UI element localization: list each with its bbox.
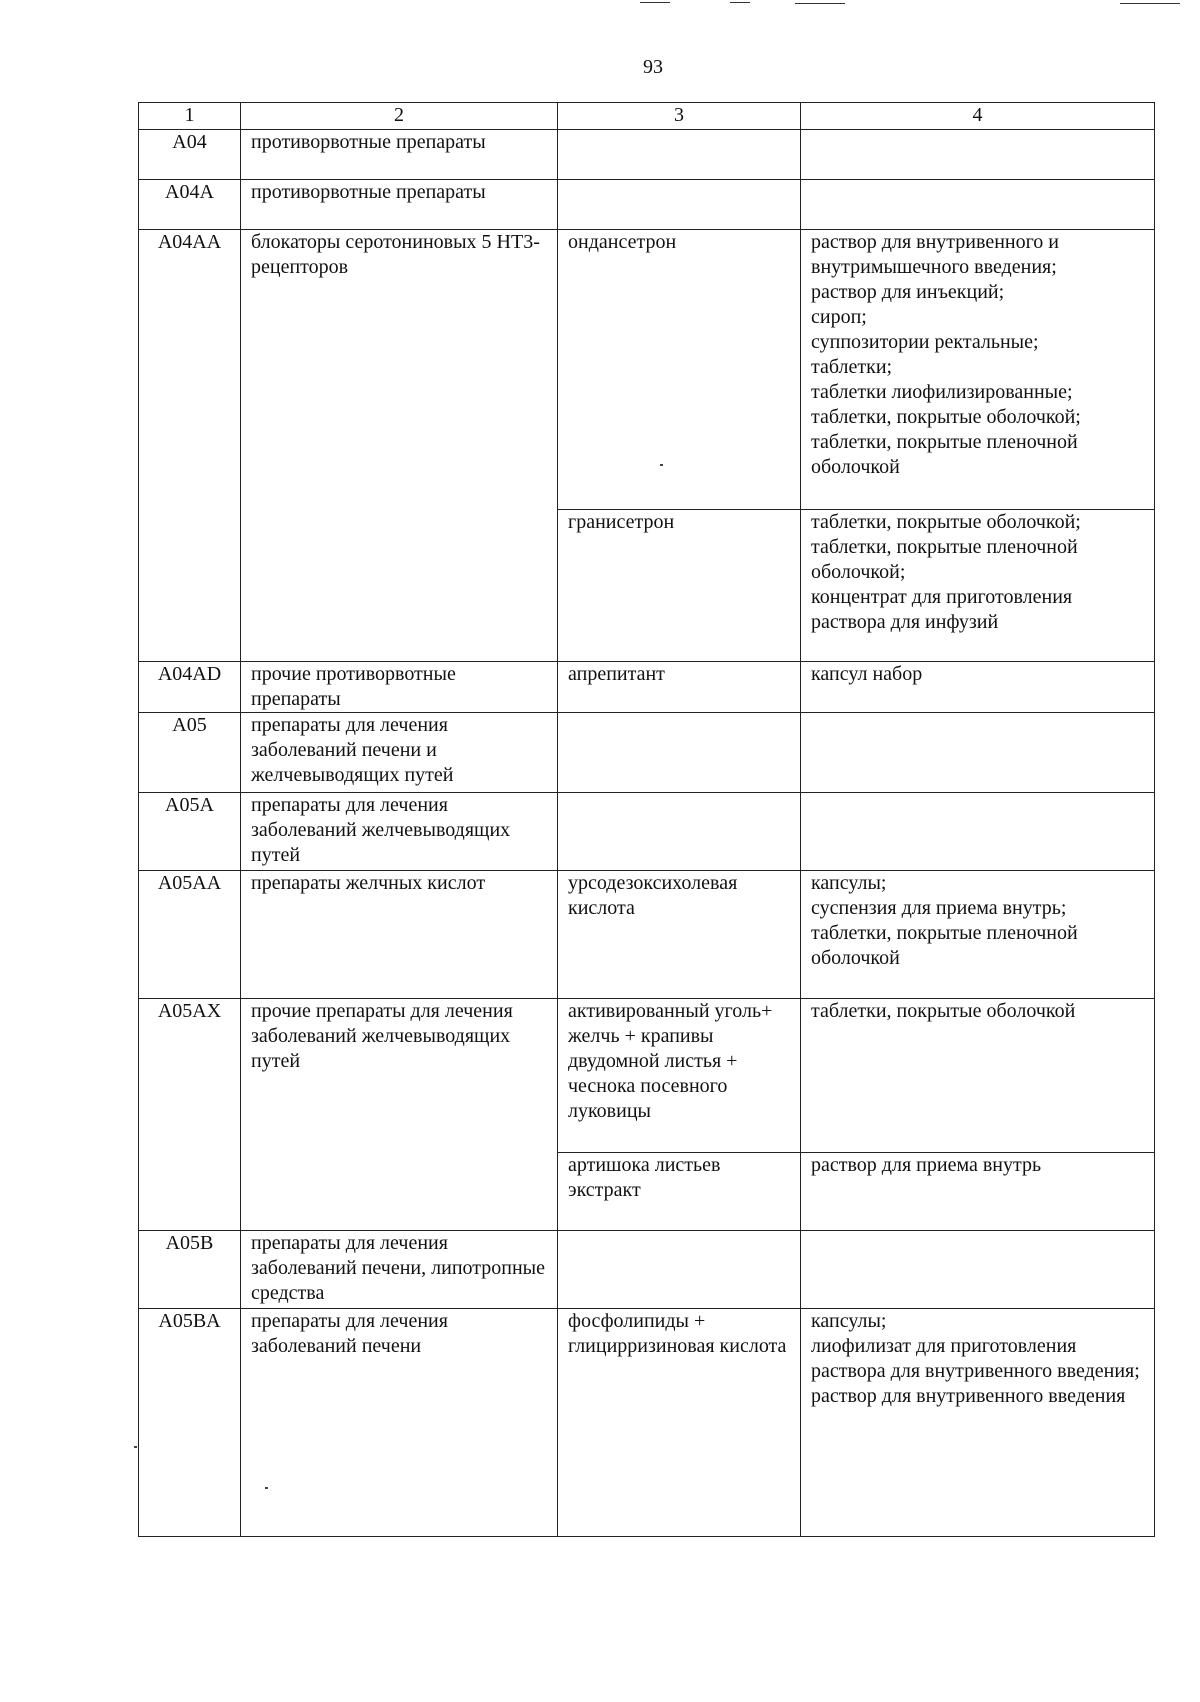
dosage-forms-cell [801, 871, 1155, 999]
group-name-cell: препараты для лечения заболеваний печени [241, 1309, 558, 1537]
dosage-form: лиофилизат для приготовления раствора для внутривенного введения; [811, 1335, 1140, 1382]
group-name-cell: препараты для лечения заболеваний желчевыводящих путей [241, 793, 558, 871]
dosage-form: таблетки, покрытые пленочной оболочкой; [811, 536, 1078, 583]
group-name-cell: препараты для лечения заболеваний печени, липотропные средства [241, 1231, 558, 1309]
drug-name-cell: урсодезоксихолевая кислота [558, 871, 801, 999]
table-row [139, 180, 1155, 230]
dosage-forms-cell [801, 1231, 1155, 1309]
group-name-cell: противорвотные препараты [241, 180, 558, 230]
scan-artifact [640, 2, 670, 3]
atc-code-cell: A04AA [139, 230, 241, 662]
dosage-form: таблетки, покрытые оболочкой; [811, 511, 1081, 533]
table-body [139, 130, 1155, 1537]
dosage-form: раствор для инъекций; [811, 281, 1005, 303]
dosage-forms-cell [801, 510, 1155, 662]
group-name-cell: прочие противорвотные препараты [241, 662, 558, 713]
drug-name-cell [558, 713, 801, 793]
scan-artifact [265, 1487, 268, 1489]
group-name-cell: препараты желчных кислот [241, 871, 558, 999]
dosage-forms-cell [801, 1153, 1155, 1231]
dosage-form: таблетки, покрытые пленочной оболочкой [811, 431, 1078, 478]
atc-code-cell: A05 [139, 713, 241, 793]
atc-code-cell: A05AX [139, 999, 241, 1231]
dosage-form: капсулы; [811, 872, 887, 894]
table-row [139, 999, 1155, 1153]
drug-name-cell: активированный уголь+ желчь + крапивы двудомной листья + чеснока посевного луковицы [558, 999, 801, 1153]
table-row [139, 793, 1155, 871]
table-row [139, 230, 1155, 510]
atc-code-cell: A04 [139, 130, 241, 180]
dosage-form: таблетки лиофилизированные; [811, 381, 1073, 403]
dosage-form: капсул набор [811, 663, 923, 685]
dosage-forms-cell [801, 130, 1155, 180]
table-row [139, 662, 1155, 713]
drug-name-cell [558, 180, 801, 230]
drug-name-cell [558, 1231, 801, 1309]
column-header: 4 [801, 103, 1155, 130]
scan-artifact [795, 3, 845, 4]
dosage-forms-cell [801, 1309, 1155, 1537]
drug-name-cell: гранисетрон [558, 510, 801, 662]
dosage-forms-cell [801, 713, 1155, 793]
column-header: 1 [139, 103, 241, 130]
table-row [139, 130, 1155, 180]
dosage-form: таблетки, покрытые пленочной оболочкой [811, 922, 1078, 969]
column-header: 2 [241, 103, 558, 130]
atc-code-cell: A05A [139, 793, 241, 871]
dosage-forms-cell [801, 662, 1155, 713]
drug-name-cell: ондансетрон [558, 230, 801, 510]
dosage-form: капсулы; [811, 1310, 887, 1332]
dosage-form: сироп; [811, 306, 867, 328]
atc-code-cell: A05AA [139, 871, 241, 999]
scan-artifact [1120, 3, 1180, 4]
dosage-forms-cell [801, 793, 1155, 871]
dosage-form: таблетки, покрытые оболочкой [811, 1000, 1076, 1022]
drug-name-cell [558, 793, 801, 871]
table-row [139, 1309, 1155, 1537]
header-row [139, 103, 1155, 130]
dosage-forms-cell [801, 230, 1155, 510]
group-name-cell: прочие препараты для лечения заболеваний желчевыводящих путей [241, 999, 558, 1231]
dosage-form: раствор для внутривенного и внутримышечного введения; [811, 231, 1060, 278]
dosage-form: раствор для внутривенного введения [811, 1385, 1126, 1407]
dosage-form: таблетки, покрытые оболочкой; [811, 406, 1081, 428]
group-name-cell: препараты для лечения заболеваний печени и желчевыводящих путей [241, 713, 558, 793]
table-row [139, 713, 1155, 793]
page-number: 93 [643, 56, 663, 78]
dosage-form: суспензия для приема внутрь; [811, 897, 1067, 919]
drug-name-cell [558, 130, 801, 180]
table-row [139, 871, 1155, 999]
table-row [139, 1231, 1155, 1309]
drug-name-cell: фосфолипиды + глицирризиновая кислота [558, 1309, 801, 1537]
dosage-form: таблетки; [811, 356, 893, 378]
scan-artifact [730, 2, 750, 3]
dosage-form: суппозитории ректальные; [811, 331, 1039, 353]
atc-code-cell: A04AD [139, 662, 241, 713]
drug-name-cell: апрепитант [558, 662, 801, 713]
dosage-forms-cell [801, 180, 1155, 230]
drug-table [138, 102, 1155, 1537]
atc-code-cell: A05BA [139, 1309, 241, 1537]
atc-code-cell: A05B [139, 1231, 241, 1309]
dosage-form: раствор для приема внутрь [811, 1154, 1042, 1176]
dosage-forms-cell [801, 999, 1155, 1153]
group-name-cell: противорвотные препараты [241, 130, 558, 180]
scan-artifact [134, 1446, 137, 1448]
scan-artifact [660, 464, 663, 466]
atc-code-cell: A04A [139, 180, 241, 230]
group-name-cell: блокаторы серотониновых 5 HT3-рецепторов [241, 230, 558, 662]
column-header: 3 [558, 103, 801, 130]
dosage-form: концентрат для приготовления раствора для инфузий [811, 586, 1073, 633]
drug-name-cell: артишока листьев экстракт [558, 1153, 801, 1231]
